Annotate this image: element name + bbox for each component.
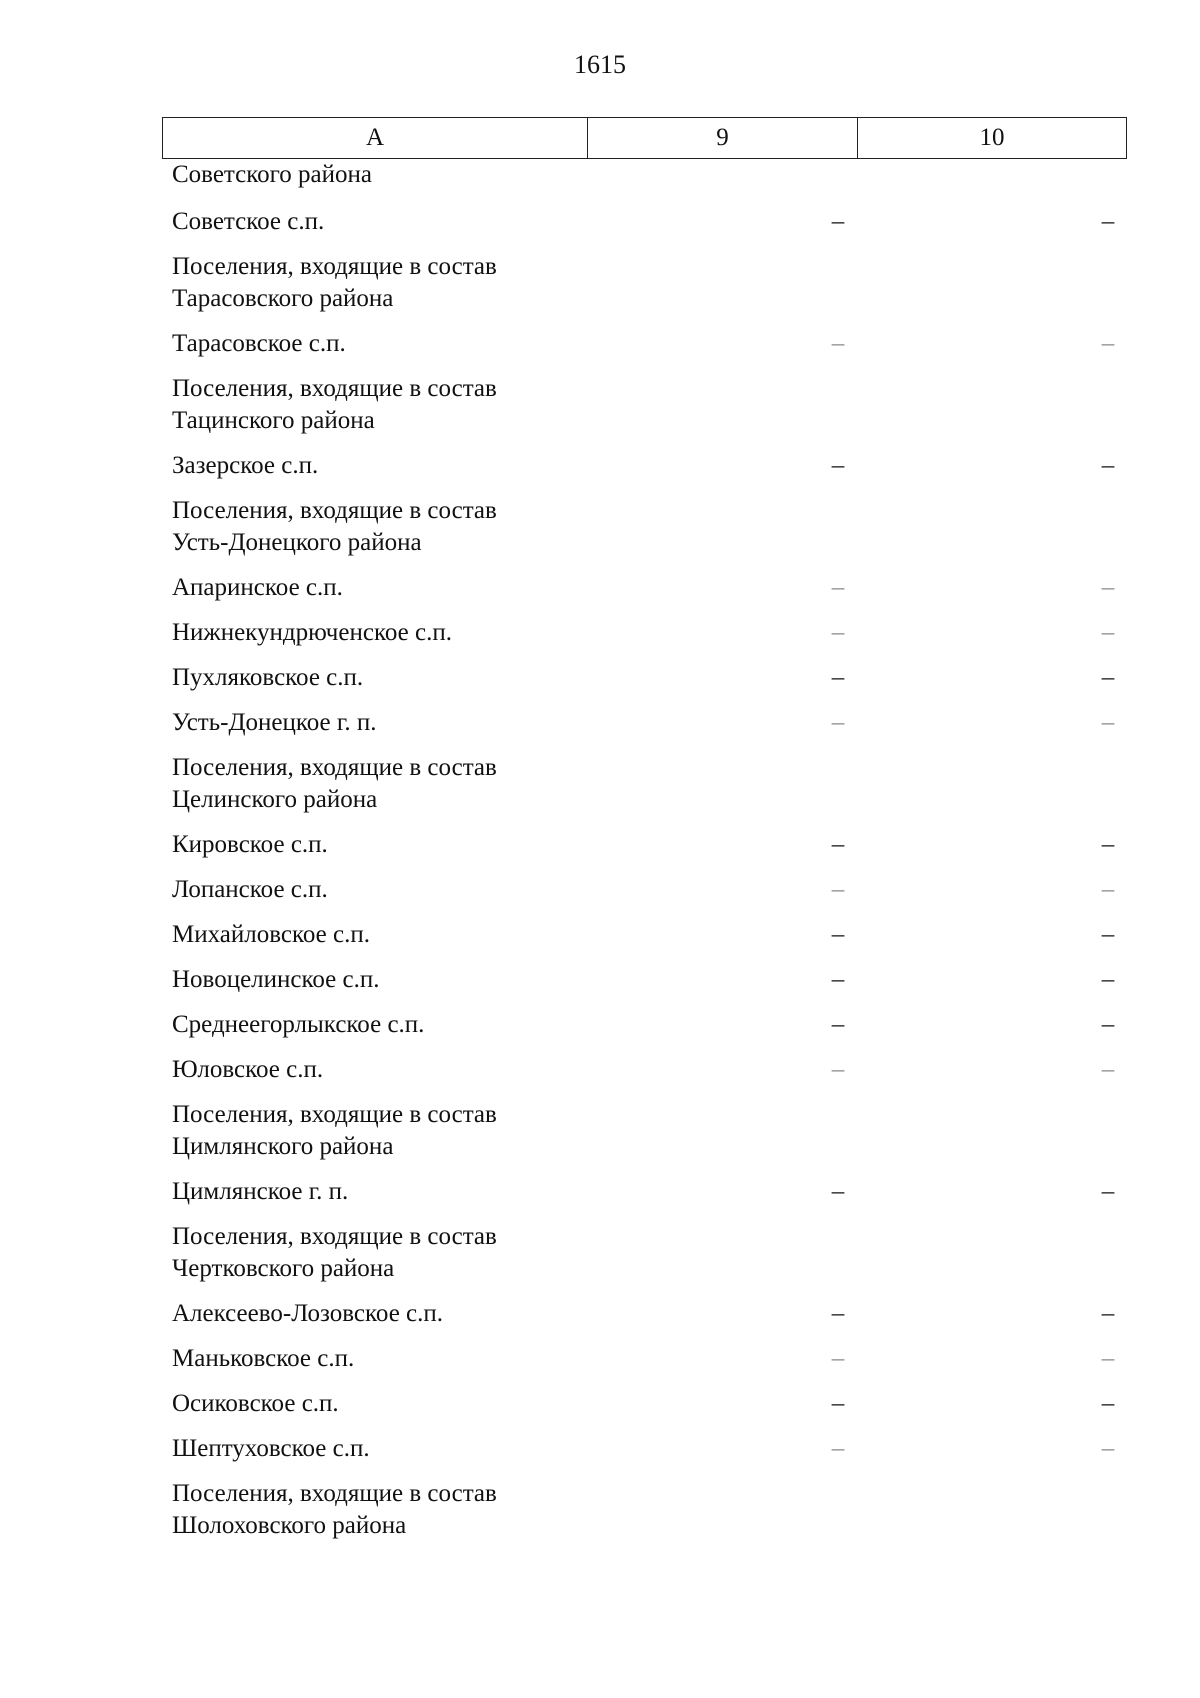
- settlement-name: Шептуховское с.п.: [172, 1435, 370, 1462]
- column-header-a: А: [163, 118, 588, 158]
- table-row: [162, 1298, 1127, 1343]
- table-row: [162, 919, 1127, 964]
- settlement-name: Маньковское с.п.: [172, 1345, 355, 1372]
- settlement-name: Тарасовское с.п.: [172, 330, 346, 357]
- cell-col-9: –: [831, 208, 845, 235]
- settlement-name: Кировское с.п.: [172, 831, 328, 858]
- district-heading: Поселения, входящие в состав Шолоховского района: [172, 1480, 497, 1539]
- settlement-name: Зазерское с.п.: [172, 452, 319, 479]
- settlement-name: Советское с.п.: [172, 208, 325, 235]
- settlement-name: Усть-Донецкое г. п.: [172, 709, 377, 736]
- cell-col-10: –: [1101, 1345, 1115, 1372]
- cell-col-10: –: [1101, 709, 1115, 736]
- table-row: [162, 1388, 1127, 1433]
- cell-col-10: –: [1101, 574, 1115, 601]
- cell-col-9: –: [831, 664, 845, 691]
- cell-col-10: –: [1101, 1300, 1115, 1327]
- settlement-name: Цимлянское г. п.: [172, 1178, 349, 1205]
- cell-col-10: –: [1101, 1011, 1115, 1038]
- cell-col-10: –: [1101, 664, 1115, 691]
- cell-col-9: –: [831, 330, 845, 357]
- table-row-group-heading: [162, 752, 1127, 829]
- settlement-name: Нижнекундрюченское с.п.: [172, 619, 452, 646]
- cell-col-9: –: [831, 1390, 845, 1417]
- table-row: [162, 328, 1127, 373]
- district-heading: Поселения, входящие в состав Чертковского района: [172, 1223, 497, 1282]
- cell-col-9: –: [831, 1345, 845, 1372]
- cell-col-10: –: [1101, 1435, 1115, 1462]
- settlement-name: Алексеево-Лозовское с.п.: [172, 1300, 444, 1327]
- district-heading: Поселения, входящие в состав Тарасовского района: [172, 253, 497, 312]
- settlement-name: Апаринское с.п.: [172, 574, 343, 601]
- table-row: [162, 1009, 1127, 1054]
- cell-col-9: –: [831, 831, 845, 858]
- cell-col-9: –: [831, 1435, 845, 1462]
- table-row: [162, 206, 1127, 251]
- cell-col-9: –: [831, 574, 845, 601]
- table-row: [162, 617, 1127, 662]
- settlement-name: Пухляковское с.п.: [172, 664, 364, 691]
- cell-col-10: –: [1101, 876, 1115, 903]
- cell-col-10: –: [1101, 831, 1115, 858]
- table-row-group-heading: [162, 373, 1127, 450]
- table-row-group-heading: [162, 1099, 1127, 1176]
- cell-col-9: –: [831, 876, 845, 903]
- cell-col-9: –: [831, 1300, 845, 1327]
- settlement-name: Осиковское с.п.: [172, 1390, 339, 1417]
- table-row: [162, 450, 1127, 495]
- district-heading: Поселения, входящие в состав Тацинского района: [172, 375, 497, 434]
- cell-col-10: –: [1101, 921, 1115, 948]
- settlement-name: Лопанское с.п.: [172, 876, 328, 903]
- cell-col-10: –: [1101, 966, 1115, 993]
- table-row: [162, 874, 1127, 919]
- cell-col-9: –: [831, 619, 845, 646]
- cell-col-9: –: [831, 921, 845, 948]
- district-heading: Поселения, входящие в состав Цимлянского района: [172, 1101, 497, 1160]
- cell-col-9: –: [831, 709, 845, 736]
- table-row-group-heading: [162, 495, 1127, 572]
- cell-col-9: –: [831, 1011, 845, 1038]
- settlement-name: Новоцелинское с.п.: [172, 966, 380, 993]
- table-row-group-heading: [162, 159, 1127, 206]
- cell-col-10: –: [1101, 1056, 1115, 1083]
- cell-col-9: –: [831, 966, 845, 993]
- cell-col-10: –: [1101, 452, 1115, 479]
- district-heading: Советского района: [172, 161, 372, 188]
- cell-col-9: –: [831, 452, 845, 479]
- table-row: [162, 662, 1127, 707]
- table-row: [162, 1176, 1127, 1221]
- cell-col-10: –: [1101, 1390, 1115, 1417]
- table-row: [162, 707, 1127, 752]
- cell-col-10: –: [1101, 208, 1115, 235]
- table-row-group-heading: [162, 1478, 1127, 1555]
- page-number: 1615: [574, 50, 626, 79]
- column-header-10: 10: [979, 124, 1005, 151]
- cell-col-10: –: [1101, 619, 1115, 646]
- table-row: [162, 1343, 1127, 1388]
- column-header-9: 9: [588, 118, 858, 158]
- cell-col-9: –: [831, 1178, 845, 1205]
- table-row: [162, 1054, 1127, 1099]
- settlement-name: Михайловское с.п.: [172, 921, 370, 948]
- cell-col-10: –: [1101, 1178, 1115, 1205]
- table-row-group-heading: [162, 251, 1127, 328]
- table-row: [162, 964, 1127, 1009]
- cell-col-10: –: [1101, 330, 1115, 357]
- settlement-name: Юловское с.п.: [172, 1056, 324, 1083]
- table-body: [162, 159, 1127, 1555]
- settlement-name: Среднеегорлыкское с.п.: [172, 1011, 425, 1038]
- district-heading: Поселения, входящие в состав Усть-Донецкого района: [172, 497, 497, 556]
- cell-col-9: –: [831, 1056, 845, 1083]
- table-row-group-heading: [162, 1221, 1127, 1298]
- table-row: [162, 829, 1127, 874]
- table-row: [162, 572, 1127, 617]
- table-header: [162, 117, 1127, 159]
- district-heading: Поселения, входящие в состав Целинского района: [172, 754, 497, 813]
- table-row: [162, 1433, 1127, 1478]
